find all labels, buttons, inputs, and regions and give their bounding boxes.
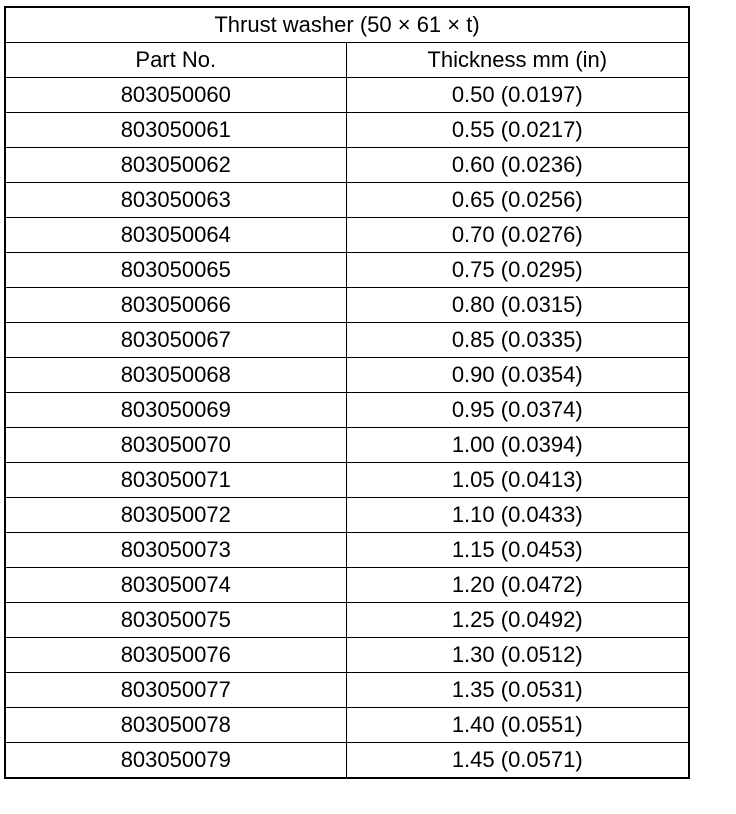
thickness-cell: 0.55 (0.0217) — [346, 113, 689, 148]
table-row — [5, 568, 689, 603]
table-row — [5, 183, 689, 218]
table-row — [5, 323, 689, 358]
thickness-cell: 1.20 (0.0472) — [346, 568, 689, 603]
table-row — [5, 113, 689, 148]
part-number-cell: 803050061 — [5, 113, 346, 148]
table-row — [5, 463, 689, 498]
thickness-cell: 1.00 (0.0394) — [346, 428, 689, 463]
thickness-cell: 0.75 (0.0295) — [346, 253, 689, 288]
thrust-washer-table-container — [4, 6, 688, 779]
thickness-cell: 0.95 (0.0374) — [346, 393, 689, 428]
thickness-cell: 1.35 (0.0531) — [346, 673, 689, 708]
header-part-no: Part No. — [5, 43, 346, 78]
part-number-cell: 803050064 — [5, 218, 346, 253]
part-number-cell: 803050073 — [5, 533, 346, 568]
thickness-cell: 0.90 (0.0354) — [346, 358, 689, 393]
part-number-cell: 803050072 — [5, 498, 346, 533]
thickness-cell: 0.80 (0.0315) — [346, 288, 689, 323]
table-row — [5, 498, 689, 533]
table-row — [5, 218, 689, 253]
table-row — [5, 708, 689, 743]
table-title-row — [5, 7, 689, 43]
table-row — [5, 533, 689, 568]
thickness-cell: 1.25 (0.0492) — [346, 603, 689, 638]
part-number-cell: 803050060 — [5, 78, 346, 113]
table-row — [5, 603, 689, 638]
part-number-cell: 803050062 — [5, 148, 346, 183]
thickness-cell: 1.40 (0.0551) — [346, 708, 689, 743]
part-number-cell: 803050065 — [5, 253, 346, 288]
table-title: Thrust washer (50 × 61 × t) — [5, 7, 689, 43]
thickness-cell: 0.50 (0.0197) — [346, 78, 689, 113]
table-row — [5, 253, 689, 288]
thickness-cell: 1.45 (0.0571) — [346, 743, 689, 779]
part-number-cell: 803050075 — [5, 603, 346, 638]
table-row — [5, 358, 689, 393]
table-row — [5, 148, 689, 183]
part-number-cell: 803050068 — [5, 358, 346, 393]
table-row — [5, 673, 689, 708]
part-number-cell: 803050077 — [5, 673, 346, 708]
thickness-cell: 1.10 (0.0433) — [346, 498, 689, 533]
part-number-cell: 803050078 — [5, 708, 346, 743]
part-number-cell: 803050070 — [5, 428, 346, 463]
thickness-cell: 0.65 (0.0256) — [346, 183, 689, 218]
part-number-cell: 803050074 — [5, 568, 346, 603]
table-row — [5, 743, 689, 779]
part-number-cell: 803050076 — [5, 638, 346, 673]
part-number-cell: 803050071 — [5, 463, 346, 498]
header-thickness: Thickness mm (in) — [346, 43, 689, 78]
table-header-row — [5, 43, 689, 78]
thickness-cell: 0.60 (0.0236) — [346, 148, 689, 183]
table-row — [5, 288, 689, 323]
thickness-cell: 1.15 (0.0453) — [346, 533, 689, 568]
thickness-cell: 1.05 (0.0413) — [346, 463, 689, 498]
thickness-cell: 1.30 (0.0512) — [346, 638, 689, 673]
table-row — [5, 78, 689, 113]
part-number-cell: 803050067 — [5, 323, 346, 358]
table-row — [5, 428, 689, 463]
table-body — [5, 78, 689, 779]
table-row — [5, 393, 689, 428]
table-row — [5, 638, 689, 673]
part-number-cell: 803050079 — [5, 743, 346, 779]
part-number-cell: 803050066 — [5, 288, 346, 323]
thrust-washer-table — [4, 6, 690, 779]
thickness-cell: 0.85 (0.0335) — [346, 323, 689, 358]
part-number-cell: 803050069 — [5, 393, 346, 428]
thickness-cell: 0.70 (0.0276) — [346, 218, 689, 253]
part-number-cell: 803050063 — [5, 183, 346, 218]
